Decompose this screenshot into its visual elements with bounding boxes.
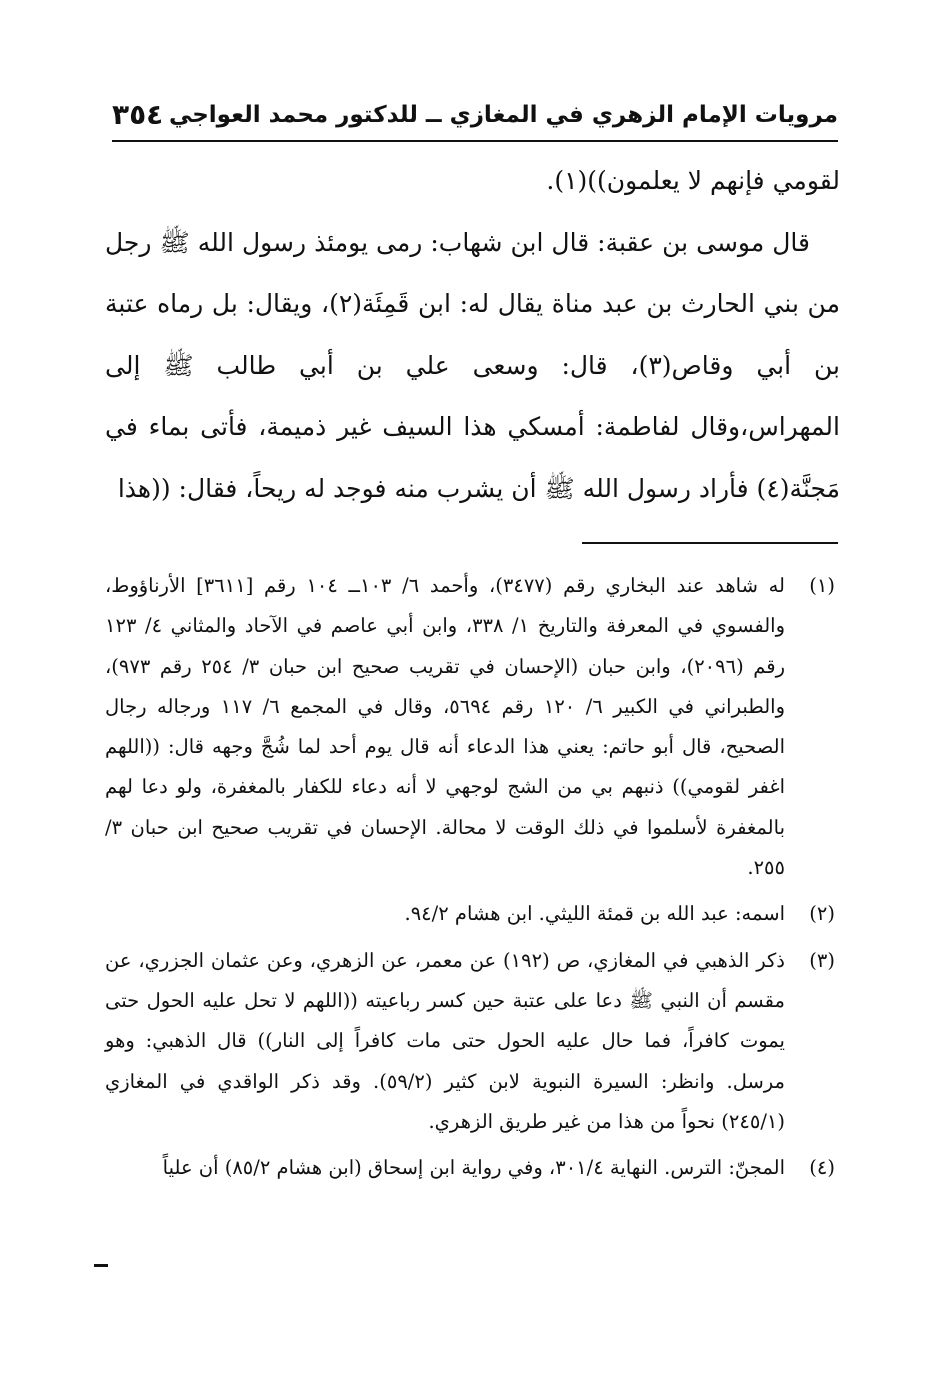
paragraph-main: قال موسى بن عقبة: قال ابن شهاب: رمى يومئذ رسول الله ﷺ رجل من بني الحارث بن عبد مناة يقال له: ابن قَمِئَة(٢)، ويقال: بل رماه عتبة بن أبي وقاص(٣)، قال: وسعى علي بن أبي طالب ﷺ إلى المهراس،وقال لفاطمة: أمسكي هذا السيف غير ذميمة، فأتى بماء في مَجنَّة(٤) فأراد رسول الله ﷺ أن يشرب منه فوجد له ريحاً، فقال: ((هذا (105, 227, 840, 503)
footnote-text: ذكر الذهبي في المغازي، ص (١٩٢) عن معمر، عن الزهري، وعن عثمان الجزري، عن مقسم أن النبي ﷺ دعا على عتبة حين كسر رباعيته ((اللهم لا تحل عليه الحول حتى يموت كافراً، فما حال عليه الحول حتى مات كافراً إلى النار)) قال الذهبي: وهو مرسل. وانظر: السيرة النبوية لابن كثير (٥٩/٢). وقد ذكر الواقدي في المغازي (٢٤٥/١) نحواً من هذا من غير طريق الزهري. (105, 948, 785, 1133)
page-number: ٣٥٤ (112, 98, 164, 131)
book-title: مرويات الإمام الزهري في المغازي ــ للدكتور محمد العواجي (168, 102, 838, 128)
running-header (112, 98, 838, 142)
footnote-number: (١) (809, 574, 835, 597)
footnote-2 (105, 894, 835, 934)
footnote-text: المجنّ: الترس. النهاية ٣٠١/٤، وفي رواية ابن إسحاق (ابن هشام ٨٥/٢) أن علياً (162, 1156, 785, 1180)
footnote-number: (٢) (809, 902, 835, 926)
footnote-number: (٤) (809, 1156, 835, 1180)
main-text (105, 150, 840, 519)
footnote-4 (105, 1148, 835, 1188)
footnote-text: له شاهد عند البخاري رقم (٣٤٧٧)، وأحمد ٦/ ١٠٣ــ ١٠٤ رقم [٣٦١١] الأرناؤوط، والفسوي في المعرفة والتاريخ ١/ ٣٣٨، وابن أبي عاصم في الآحاد والمثاني ٤/ ١٢٣ رقم (٢٠٩٦)، وابن حبان (الإحسان في تقريب صحيح ابن حبان ٣/ ٢٥٤ رقم ٩٧٣)، والطبراني في الكبير ٦/ ١٢٠ رقم ٥٦٩٤، وقال في المجمع ٦/ ١١٧ ورجاله رجال الصحيح، قال أبو حاتم: يعني هذا الدعاء أنه قال يوم أحد لما شُجَّ وجهه قال: ((اللهم اغفر لقومي)) ذنبهم بي من الشج لوجهي لا أنه دعاء للكفار بالمغفرة، ولو دعا لهم بالمغفرة لأسلموا في ذلك الوقت لا محالة. الإحسان في تقريب صحيح ابن حبان ٣/ ٢٥٥. (105, 574, 786, 880)
footnote-3 (105, 941, 835, 1142)
footnote-1 (105, 566, 835, 888)
footnote-text: اسمه: عبد الله بن قمئة الليثي. ابن هشام ٩٤/٢. (404, 902, 785, 926)
footnote-number: (٣) (809, 948, 835, 972)
paragraph-continuation: لقومي فإنهم لا يعلمون))(١). (546, 166, 840, 195)
continuation-mark (94, 1264, 108, 1267)
footnote-separator (582, 542, 838, 544)
footnotes-section (105, 566, 835, 1194)
